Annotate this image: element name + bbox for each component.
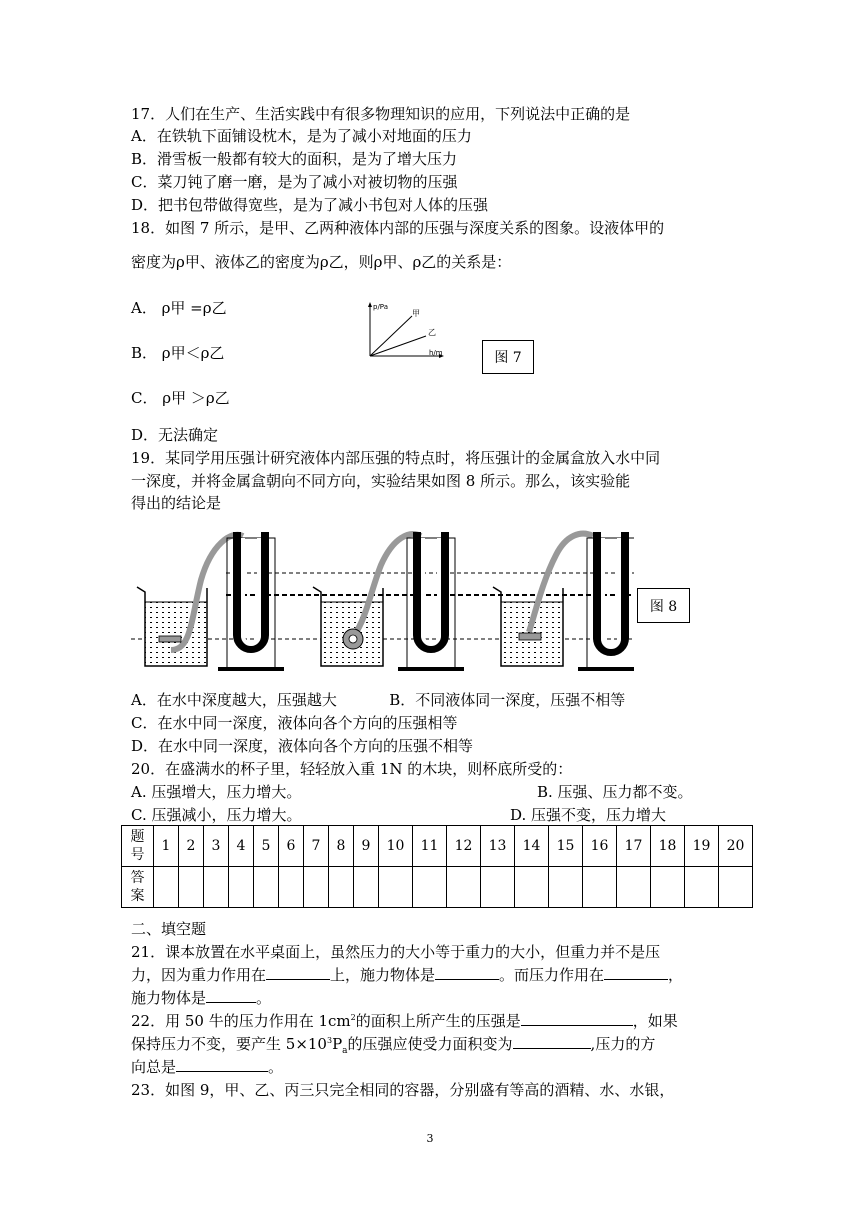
q21-line3: 施力物体是 。 <box>131 989 272 1007</box>
figure-8-caption-box <box>637 588 690 623</box>
question-number-cell: 14 <box>515 826 549 867</box>
question-number-cell: 11 <box>413 826 447 867</box>
question-number-cell: 2 <box>179 826 204 867</box>
answer-cell[interactable] <box>154 867 179 908</box>
q19-option-d: D．在水中同一深度，液体向各个方向的压强不相等 <box>131 737 474 755</box>
question-number-cell: 19 <box>685 826 719 867</box>
q20-option-d: D. 压强不变，压力增大 <box>510 806 667 824</box>
question-number-cell: 3 <box>204 826 229 867</box>
q17-stem: 17．人们在生产、生活实践中有很多物理知识的应用，下列说法中正确的是 <box>131 105 631 123</box>
answer-cell[interactable] <box>685 867 719 908</box>
q18-stem-line2: 密度为ρ甲、液体乙的密度为ρ乙，则ρ甲、ρ乙的关系是： <box>131 253 512 271</box>
answer-cell[interactable] <box>719 867 753 908</box>
question-number-cell: 17 <box>617 826 651 867</box>
q20-stem: 20．在盛满水的杯子里，轻轻放入重 1N 的木块，则杯底所受的： <box>131 760 573 778</box>
q17-option-a: A．在铁轨下面铺设枕木，是为了减小对地面的压力 <box>131 127 472 145</box>
question-number-cell: 16 <box>583 826 617 867</box>
question-number-cell: 13 <box>481 826 515 867</box>
figure-7-graph <box>362 300 452 360</box>
fill-blank[interactable] <box>435 979 499 980</box>
question-number-cell: 15 <box>549 826 583 867</box>
q19-stem-line2: 一深度，并将金属盒朝向不同方向，实验结果如图 8 所示。那么，该实验能 <box>131 472 631 490</box>
answer-cell[interactable] <box>379 867 413 908</box>
answer-cell[interactable] <box>329 867 354 908</box>
answer-cell[interactable] <box>583 867 617 908</box>
answer-cell[interactable] <box>204 867 229 908</box>
q18-option-a: A． ρ甲 =ρ乙 <box>131 299 227 317</box>
answer-table-header-answer: 答 案 <box>122 867 154 908</box>
answer-cell[interactable] <box>229 867 254 908</box>
question-number-cell: 12 <box>447 826 481 867</box>
answer-cell[interactable] <box>617 867 651 908</box>
fill-blank[interactable] <box>521 1025 633 1026</box>
figure-7-caption-box <box>482 340 534 374</box>
question-number-cell: 8 <box>329 826 354 867</box>
question-number-cell: 20 <box>719 826 753 867</box>
answer-cell[interactable] <box>651 867 685 908</box>
answer-table-answer-row <box>122 867 753 908</box>
question-number-cell: 4 <box>229 826 254 867</box>
answer-cell[interactable] <box>549 867 583 908</box>
q22-line2: 保持压力不变，要产生 $5\times 10^3P_a$的压强应使受力面积变为 ,压力的方 <box>131 1035 656 1056</box>
fill-blank[interactable] <box>513 1048 591 1049</box>
q19-stem-line3: 得出的结论是 <box>131 494 222 512</box>
answer-cell[interactable] <box>515 867 549 908</box>
line-yi-label: 乙 <box>428 328 436 337</box>
question-number-cell: 9 <box>354 826 379 867</box>
section-2-heading: 二、填空题 <box>131 920 207 938</box>
answer-cell[interactable] <box>413 867 447 908</box>
q17-option-c: C．菜刀钝了磨一磨，是为了减小对被切物的压强 <box>131 173 458 191</box>
q21-line1: 21．课本放置在水平桌面上，虽然压力的大小等于重力的大小，但重力并不是压 <box>131 943 661 961</box>
graph-x-axis-label: h/m <box>429 349 443 357</box>
answer-cell[interactable] <box>254 867 279 908</box>
question-number-cell: 10 <box>379 826 413 867</box>
answer-cell[interactable] <box>354 867 379 908</box>
answer-cell[interactable] <box>179 867 204 908</box>
q19-option-c: C．在水中同一深度，液体向各个方向的压强相等 <box>131 714 458 732</box>
q17-option-b: B．滑雪板一般都有较大的面积，是为了增大压力 <box>131 150 458 168</box>
question-number-cell: 1 <box>154 826 179 867</box>
answer-cell[interactable] <box>279 867 304 908</box>
question-number-cell: 18 <box>651 826 685 867</box>
q23-line1: 23．如图 9，甲、乙、丙三只完全相同的容器，分别盛有等高的酒精、水、水银， <box>131 1081 675 1099</box>
answer-cell[interactable] <box>481 867 515 908</box>
q22-line3: 向总是 。 <box>131 1058 284 1076</box>
line-jia-label: 甲 <box>412 309 420 318</box>
figure-8-label: 图 8 <box>649 598 678 615</box>
q22-line1: 22．用 50 牛的压力作用在 $1cm^2$的面积上所产生的压强是 ，如果 <box>131 1012 678 1030</box>
question-number-cell: 7 <box>304 826 329 867</box>
fill-blank[interactable] <box>604 979 668 980</box>
q18-stem-line1: 18．如图 7 所示，是甲、乙两种液体内部的压强与深度关系的图象。设液体甲的 <box>131 219 665 237</box>
answer-cell[interactable] <box>447 867 481 908</box>
q19-stem-line1: 19．某同学用压强计研究液体内部压强的特点时，将压强计的金属盒放入水中同 <box>131 449 661 467</box>
answer-table-header-number: 题 号 <box>122 826 154 867</box>
q20-option-a: A. 压强增大，压力增大。 <box>131 783 302 801</box>
q19-options-ab: A．在水中深度越大，压强越大 B．不同液体同一深度，压强不相等 <box>131 691 626 709</box>
fill-blank[interactable] <box>206 1002 256 1003</box>
figure-8-illustration <box>131 520 634 672</box>
q21-line2: 力，因为重力作用在 上，施力物体是 。而压力作用在 ， <box>131 966 684 984</box>
page-number: 3 <box>426 1132 434 1145</box>
question-number-cell: 6 <box>279 826 304 867</box>
q18-option-d: D．无法确定 <box>131 426 219 444</box>
answer-table-number-row <box>122 826 753 867</box>
q20-option-c: C. 压强减小，压力增大。 <box>131 806 302 824</box>
figure-7-label: 图 7 <box>494 350 522 366</box>
graph-y-axis-label: p/Pa <box>373 303 388 311</box>
fill-blank[interactable] <box>176 1071 268 1072</box>
q20-option-b: B. 压强、压力都不变。 <box>537 783 693 801</box>
answer-cell[interactable] <box>304 867 329 908</box>
fill-blank[interactable] <box>266 979 330 980</box>
q18-option-b: B． ρ甲＜ρ乙 <box>131 344 225 362</box>
question-number-cell: 5 <box>254 826 279 867</box>
q18-option-c: C． ρ甲 ＞ρ乙 <box>131 389 230 407</box>
answer-table <box>121 825 753 908</box>
q17-option-d: D．把书包带做得宽些，是为了减小书包对人体的压强 <box>131 196 489 214</box>
